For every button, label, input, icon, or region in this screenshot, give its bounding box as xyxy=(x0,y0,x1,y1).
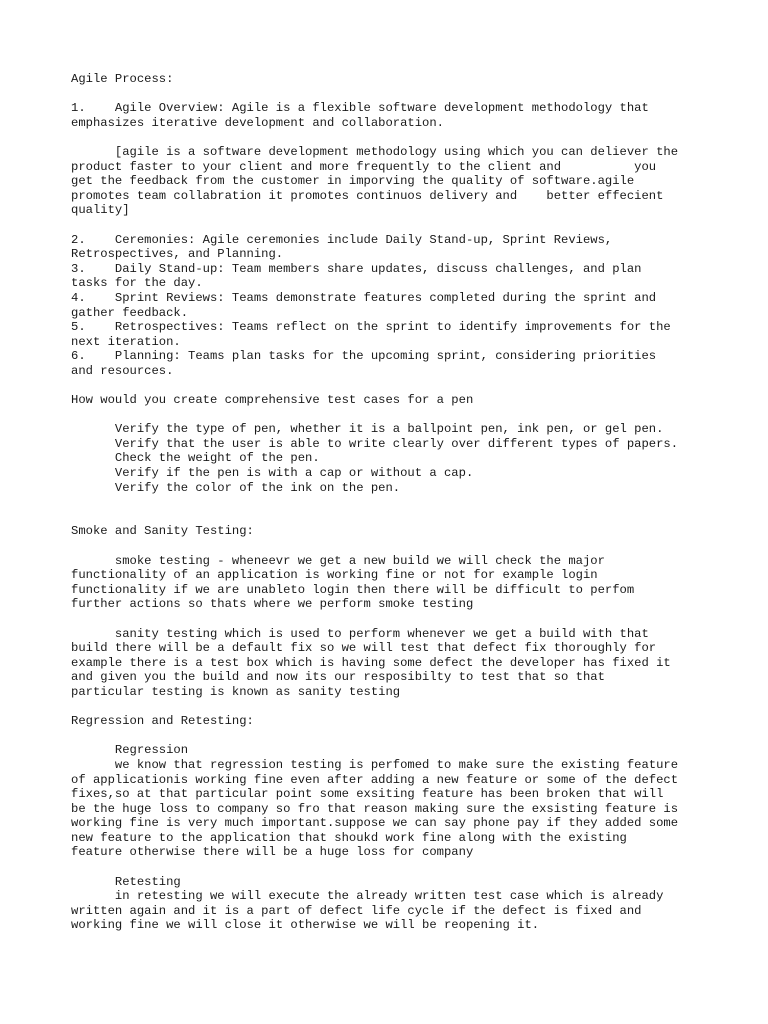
document-line: fixes,so at that particular point some exsiting feature has been broken that will xyxy=(71,787,664,802)
document-line: 2. Ceremonies: Agile ceremonies include Daily Stand-up, Sprint Reviews, xyxy=(71,232,613,247)
document-line xyxy=(71,87,711,102)
document-line: 1. Agile Overview: Agile is a flexible software development methodology that xyxy=(71,101,649,116)
document-line: feature otherwise there will be a huge loss for company xyxy=(71,845,474,860)
document-line: working fine we will close it otherwise we will be reopening it. xyxy=(71,918,540,933)
document-line xyxy=(71,510,711,525)
document-line: Verify if the pen is with a cap or without a cap. xyxy=(71,466,474,481)
document-line xyxy=(71,700,711,715)
document-line xyxy=(71,378,711,393)
document-line: new feature to the application that shoukd work fine along with the existing xyxy=(71,830,627,845)
document-line: 3. Daily Stand-up: Team members share updates, discuss challenges, and plan xyxy=(71,261,642,276)
document-line: Regression xyxy=(71,743,189,758)
document-line: Verify the type of pen, whether it is a ballpoint pen, ink pen, or gel pen. xyxy=(71,422,664,437)
document-line: Check the weight of the pen. xyxy=(71,451,320,466)
document-line: Verify that the user is able to write clearly over different types of papers. xyxy=(71,436,679,451)
document-line: Agile Process: xyxy=(71,72,174,86)
document-line: functionality of an application is working fine or not for example login xyxy=(71,568,598,583)
document-line xyxy=(71,729,711,744)
document-line: in retesting we will execute the already written test case which is already xyxy=(71,889,664,904)
document-line xyxy=(71,408,711,423)
document-line: Smoke and Sanity Testing: xyxy=(71,524,254,539)
document-line: and given you the build and now its our resposibilty to test that so that xyxy=(71,670,605,685)
document-line: next iteration. xyxy=(71,334,181,349)
document-line: particular testing is known as sanity testing xyxy=(71,684,401,699)
document-line: [agile is a software development methodology using which you can deliever the xyxy=(71,144,679,159)
document-line xyxy=(71,539,711,554)
document-line: tasks for the day. xyxy=(71,276,203,291)
document-line: 5. Retrospectives: Teams reflect on the sprint to identify improvements for the xyxy=(71,320,671,335)
document-line: emphasizes iterative development and collaboration. xyxy=(71,115,444,130)
document-line xyxy=(71,495,711,510)
document-line: we know that regression testing is perfomed to make sure the existing feature xyxy=(71,757,679,772)
document-line: of applicationis working fine even after adding a new feature or some of the defect xyxy=(71,772,679,787)
document-line: functionality if we are unableto login then there will be difficult to perfom xyxy=(71,582,635,597)
document-line: 4. Sprint Reviews: Teams demonstrate features completed during the sprint and xyxy=(71,290,657,305)
document-line: quality] xyxy=(71,203,130,218)
document-line: product faster to your client and more frequently to the client and you xyxy=(71,159,657,174)
document-line: get the feedback from the customer in imporving the quality of software.agile xyxy=(71,174,635,189)
document-line: Verify the color of the ink on the pen. xyxy=(71,480,401,495)
document-line: further actions so thats where we perform smoke testing xyxy=(71,597,474,612)
document-line: Retesting xyxy=(71,874,181,889)
document-line xyxy=(71,860,711,875)
document-line: be the huge loss to company so fro that reason making sure the exsisting feature is xyxy=(71,801,679,816)
document-line: example there is a test box which is having some defect the developer has fixed it xyxy=(71,655,671,670)
document-line: smoke testing - wheneevr we get a new build we will check the major xyxy=(71,553,605,568)
document-line xyxy=(71,612,711,627)
document-text xyxy=(71,72,711,933)
document-line: Retrospectives, and Planning. xyxy=(71,247,284,262)
document-line: and resources. xyxy=(71,363,174,378)
document-line xyxy=(71,218,711,233)
document-line: 6. Planning: Teams plan tasks for the upcoming sprint, considering priorities xyxy=(71,349,657,364)
document-line: build there will be a default fix so we will test that defect fix thoroughly for xyxy=(71,641,657,656)
document-line: gather feedback. xyxy=(71,305,189,320)
document-line xyxy=(71,130,711,145)
document-line: written again and it is a part of defect life cycle if the defect is fixed and xyxy=(71,903,642,918)
document-line: How would you create comprehensive test cases for a pen xyxy=(71,393,474,408)
document-line: promotes team collabration it promotes continuos delivery and better effecient xyxy=(71,188,664,203)
document-line: sanity testing which is used to perform whenever we get a build with that xyxy=(71,626,649,641)
document-line: Regression and Retesting: xyxy=(71,714,254,729)
document-line: working fine is very much important.suppose we can say phone pay if they added some xyxy=(71,816,679,831)
